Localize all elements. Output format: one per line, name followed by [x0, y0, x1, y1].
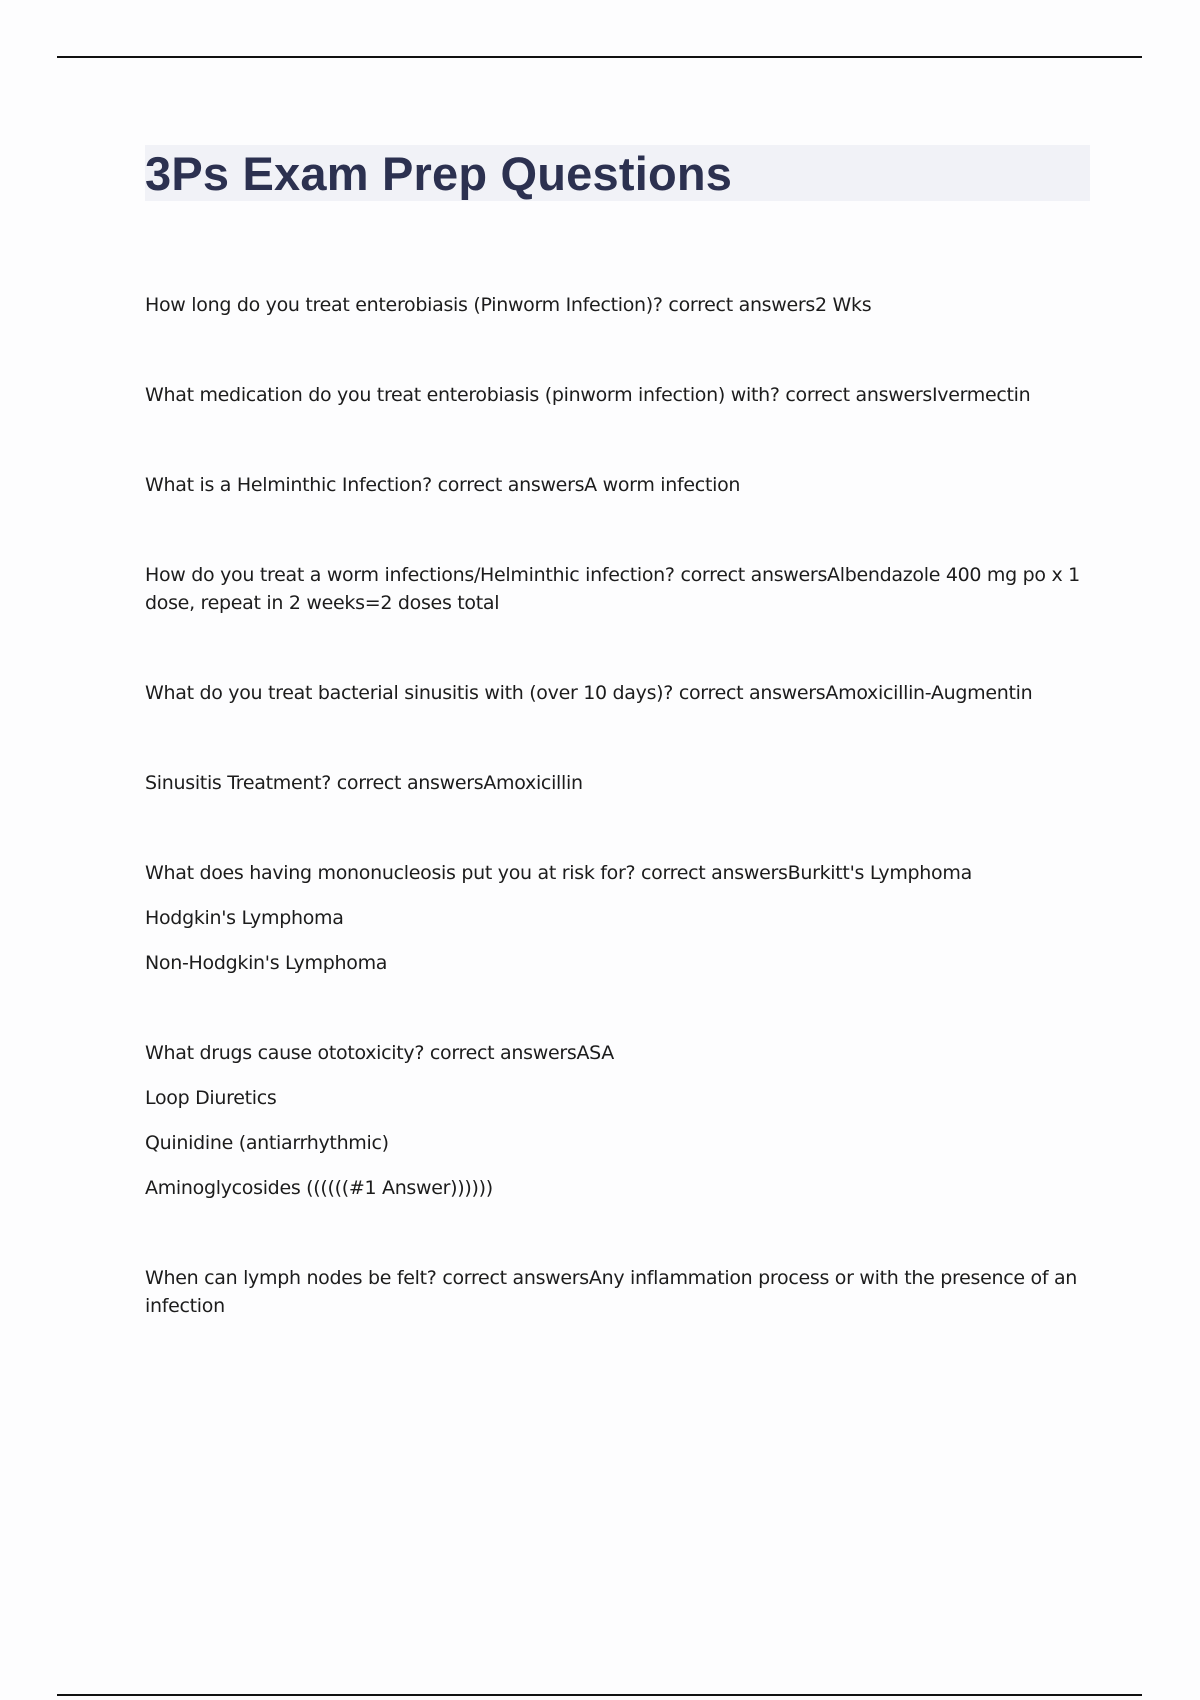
qa-answer-line: Quinidine (antiarrhythmic) [145, 1132, 389, 1154]
qa-answer-line: Hodgkin's Lymphoma [145, 907, 344, 929]
qa-item [145, 471, 1090, 499]
qa-text: What is a Helminthic Infection? correct answersA worm infection [145, 474, 741, 496]
qa-text: What medication do you treat enterobiasis (pinworm infection) with? correct answersIvermectin [145, 384, 1031, 406]
qa-text: How long do you treat enterobiasis (Pinworm Infection)? correct answers2 Wks [145, 294, 872, 316]
qa-item [145, 769, 1090, 797]
document-title: 3Ps Exam Prep Questions [145, 146, 733, 200]
qa-answer-line: Aminoglycosides ((((((#1 Answer)))))) [145, 1177, 493, 1199]
qa-item [145, 1264, 1090, 1320]
qa-text: What drugs cause ototoxicity? correct answersASA [145, 1042, 614, 1064]
qa-item [145, 381, 1090, 409]
qa-item [145, 679, 1090, 707]
qa-text: What does having mononucleosis put you at risk for? correct answersBurkitt's Lymphoma [145, 862, 972, 884]
qa-list [145, 291, 1090, 1320]
qa-item [145, 859, 1090, 977]
qa-text: What do you treat bacterial sinusitis with (over 10 days)? correct answersAmoxicillin-Augmentin [145, 682, 1033, 704]
qa-answer-line: Non-Hodgkin's Lymphoma [145, 952, 388, 974]
qa-item [145, 1039, 1090, 1202]
qa-item [145, 291, 1090, 319]
top-rule [57, 56, 1142, 58]
title-banner [145, 145, 1090, 201]
qa-text: Sinusitis Treatment? correct answersAmoxicillin [145, 772, 583, 794]
document-body [145, 145, 1090, 1382]
qa-text: When can lymph nodes be felt? correct answersAny inflammation process or with the presence of an infection [145, 1267, 1078, 1317]
bottom-rule [57, 1694, 1142, 1696]
qa-answer-line: Loop Diuretics [145, 1087, 277, 1109]
qa-text: How do you treat a worm infections/Helminthic infection? correct answersAlbendazole 400 mg po x 1 dose, repeat in 2 weeks=2 doses total [145, 564, 1080, 614]
qa-item [145, 561, 1090, 617]
